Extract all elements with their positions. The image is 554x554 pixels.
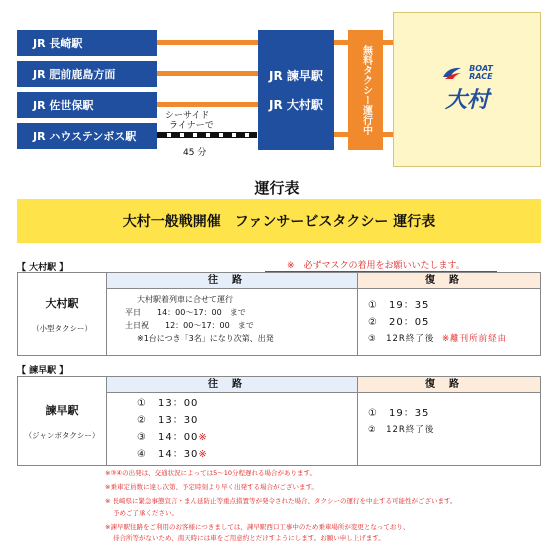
hub-omura: JR 大村駅: [269, 98, 323, 112]
station-huis-ten-bosch: JR ハウステンボス駅: [17, 123, 157, 149]
section-title: 運行表: [254, 179, 300, 197]
isahaya-station-cell: [18, 377, 106, 465]
schedule-line: ※1台につき「3名」になり次第、出発: [137, 334, 274, 343]
station-name: 大村駅: [45, 296, 79, 310]
station-nagasaki: JR 長崎駅: [17, 30, 157, 56]
boat-race-logo: [441, 65, 493, 82]
departure-time-row: [137, 429, 357, 446]
return-note: ※離刊所前経由: [442, 334, 508, 344]
note-line: ※乗車定員数に達し次第、予定時刻より早く出発する場合がございます。: [105, 483, 318, 492]
note-line: 予めご了承ください。: [113, 508, 178, 517]
omura-section-label: 【 大村駅 】: [17, 263, 69, 273]
notes: [105, 468, 545, 544]
note-line: ※③④の出発は、交通状況によっては5～10分程遅れる場合があります。: [105, 469, 316, 477]
return-time-row: [368, 331, 540, 348]
connector-line: [157, 40, 258, 45]
outbound-times: [106, 393, 357, 465]
schedule-line: 平日 14：00～17：00 まで: [125, 308, 246, 317]
vehicle-type: （ジャンボタクシー）: [24, 430, 100, 440]
free-taxi-badge: [348, 30, 383, 150]
connector-line: [157, 102, 258, 107]
omura-timetable: [17, 272, 541, 356]
race-word: RACE: [469, 72, 493, 81]
return-time: ① 19：35: [368, 408, 430, 419]
mask-note: ※ 必ずマスクの着用をお願いいたします。: [265, 258, 497, 272]
seaside-liner-label: [165, 112, 214, 132]
liner-text: シーサイド: [165, 111, 210, 121]
return-time: ③ 12R終了後: [368, 334, 435, 344]
return-time: ② 12R終了後: [368, 425, 435, 435]
venue-name: 大村: [444, 88, 489, 114]
note-line: ※ 長崎県に緊急事態宣言・まん延防止等重点措置等が発令された場合、タクシーの運行を中止する可能性がございます。: [105, 497, 457, 506]
return-times: [357, 393, 540, 465]
outbound-times: [106, 289, 357, 355]
note-line: 待合所等がないため、南天時には車をご用意約とだけすようにします。お願い申し上げます。: [113, 534, 385, 543]
departure-time-row: [137, 446, 357, 463]
outbound-header: 往路: [106, 273, 357, 289]
vehicle-type: （小型タクシー）: [32, 323, 92, 333]
departure-time: ② 13：30: [137, 415, 199, 426]
schedule-line: 土日祝 12：00～17：00 まで: [125, 321, 254, 330]
station-hizen-kashima: JR 肥前鹿島方面: [17, 61, 157, 87]
return-time: ① 19：35: [368, 300, 430, 311]
boat-race-omura: [393, 12, 541, 167]
schedule-line: 大村駅着列車に合せて運行: [137, 295, 233, 304]
return-header: 復路: [357, 377, 540, 393]
free-taxi-text: 無料タクシー運行中: [360, 45, 372, 135]
asterisk-mark: ※: [198, 449, 208, 460]
asterisk-mark: ※: [198, 432, 208, 443]
note-line: ※諫早駅往路をご利用のお客様につきましては、諫早駅西口工事中のため乗車場所が変更となっており、: [105, 522, 410, 531]
boat-wave-icon: [441, 65, 463, 81]
departure-time: ④ 14：30: [137, 449, 199, 460]
travel-minutes: 45 分: [183, 148, 207, 158]
departure-time: ① 13：00: [137, 398, 199, 409]
omura-station-cell: [18, 273, 106, 355]
isahaya-section-label: 【 諫早駅 】: [17, 366, 69, 376]
return-time: ② 20：05: [368, 317, 430, 328]
seaside-liner-line: [157, 132, 257, 138]
departure-time: ③ 14：00: [137, 432, 199, 443]
return-header: 復路: [357, 273, 540, 289]
liner-text: ライナーで: [169, 120, 214, 131]
return-times: [357, 289, 540, 355]
boat-word: BOAT: [469, 63, 493, 73]
timetable-banner: 大村一般戦開催 ファンサービスタクシー 運行表: [17, 199, 541, 243]
outbound-header: 往路: [106, 377, 357, 393]
station-sasebo: JR 佐世保駅: [17, 92, 157, 118]
station-name: 諫早駅: [45, 403, 79, 417]
connector-line: [157, 71, 258, 76]
isahaya-timetable: [17, 376, 541, 466]
hub-isahaya: JR 諫早駅: [269, 69, 323, 83]
hub-stations: [258, 30, 334, 150]
